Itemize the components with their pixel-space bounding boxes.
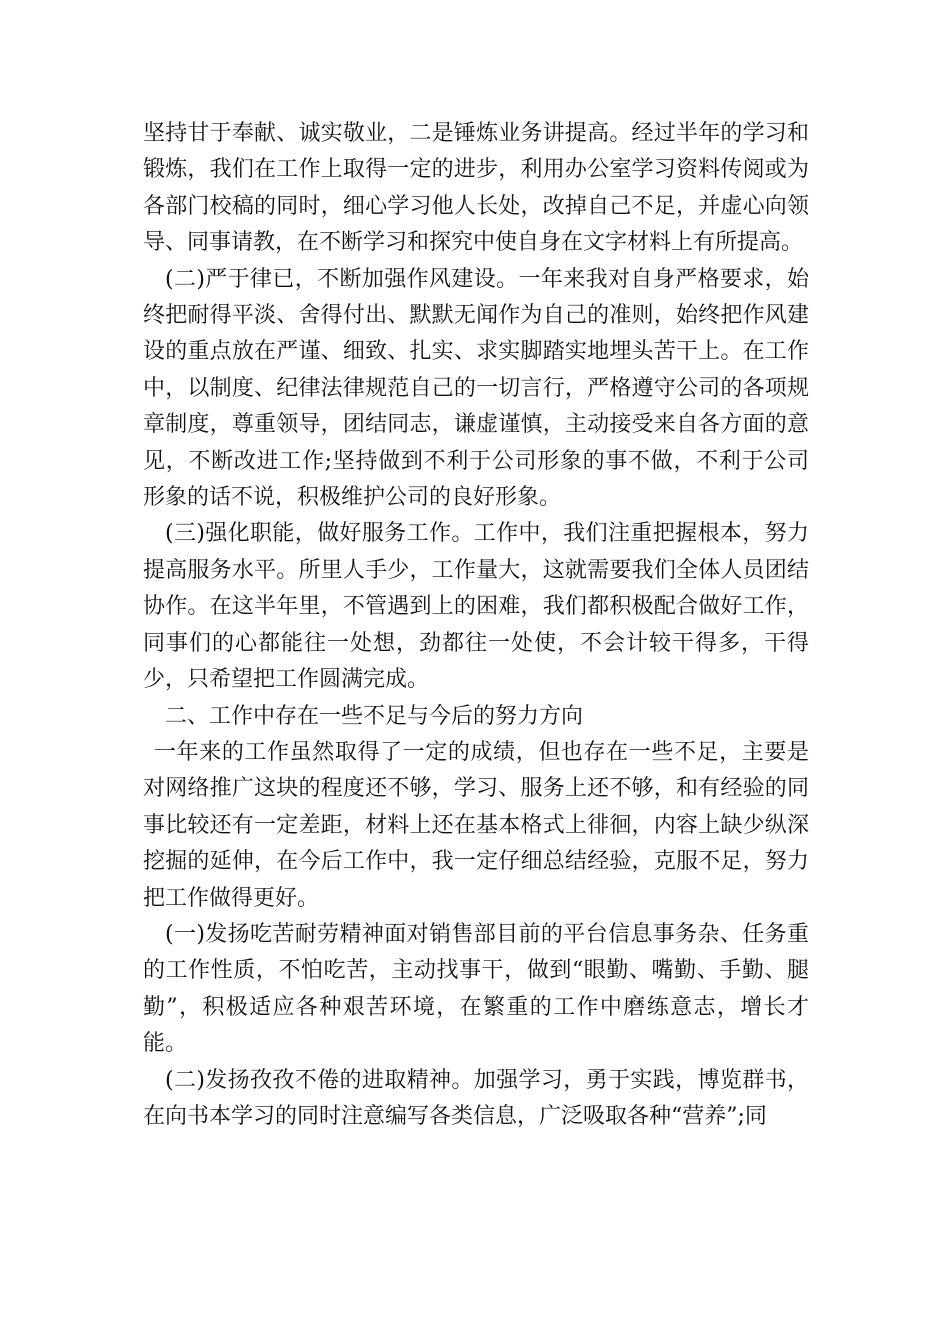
paragraph-strict-discipline: (二)严于律已，不断加强作风建设。一年来我对自身严格要求，始终把耐得平淡、舍得付出、默默无闻作为自己的准则，始终把作风建设的重点放在严谨、细致、扎实、求实脚踏实地埋头苦干上。在工作中，以制度、纪律法律规范自己的一切言行，严格遵守公司的各项规章制度，尊重领导，团结同志，谦虚谨慎，主动接受来自各方面的意见，不断改进工作;坚持做到不利于公司形象的事不做，不利于公司形象的话不说，积极维护公司的良好形象。	[143, 266, 809, 511]
document-body	[143, 116, 809, 1135]
section-heading-shortcomings: 二、工作中存在一些不足与今后的努力方向	[165, 703, 584, 729]
paragraph-enterprising-spirit: (二)发扬孜孜不倦的进取精神。加强学习，勇于实践，博览群书，在向书本学习的同时注意编写各类信息，广泛吸取各种“营养”;同	[143, 1067, 809, 1129]
paragraph-continued: 坚持甘于奉献、诚实敬业，二是锤炼业务讲提高。经过半年的学习和锻炼，我们在工作上取得一定的进步，利用办公室学习资料传阅或为各部门校稿的同时，细心学习他人长处，改掉自己不足，并虚心向领导、同事请教，在不断学习和探究中使自身在文字材料上有所提高。	[143, 121, 809, 256]
paragraph-service-work: (三)强化职能，做好服务工作。工作中，我们注重把握根本，努力提高服务水平。所里人手少，工作量大，这就需要我们全体人员团结协作。在这半年里，不管遇到上的困难，我们都积极配合做好工作，同事们的心都能往一处想，劲都往一处使，不会计较干得多，干得少，只希望把工作圆满完成。	[143, 521, 809, 693]
paragraph-shortcomings: 一年来的工作虽然取得了一定的成绩，但也存在一些不足，主要是对网络推广这块的程度还不够，学习、服务上还不够，和有经验的同事比较还有一定差距，材料上还在基本格式上徘徊，内容上缺少纵深挖掘的延伸，在今后工作中，我一定仔细总结经验，克服不足，努力把工作做得更好。	[143, 739, 809, 911]
paragraph-hardworking-spirit: (一)发扬吃苦耐劳精神面对销售部目前的平台信息事务杂、任务重的工作性质，不怕吃苦，主动找事干，做到“眼勤、嘴勤、手勤、腿勤”，积极适应各种艰苦环境，在繁重的工作中磨练意志，增长才能。	[143, 921, 809, 1057]
